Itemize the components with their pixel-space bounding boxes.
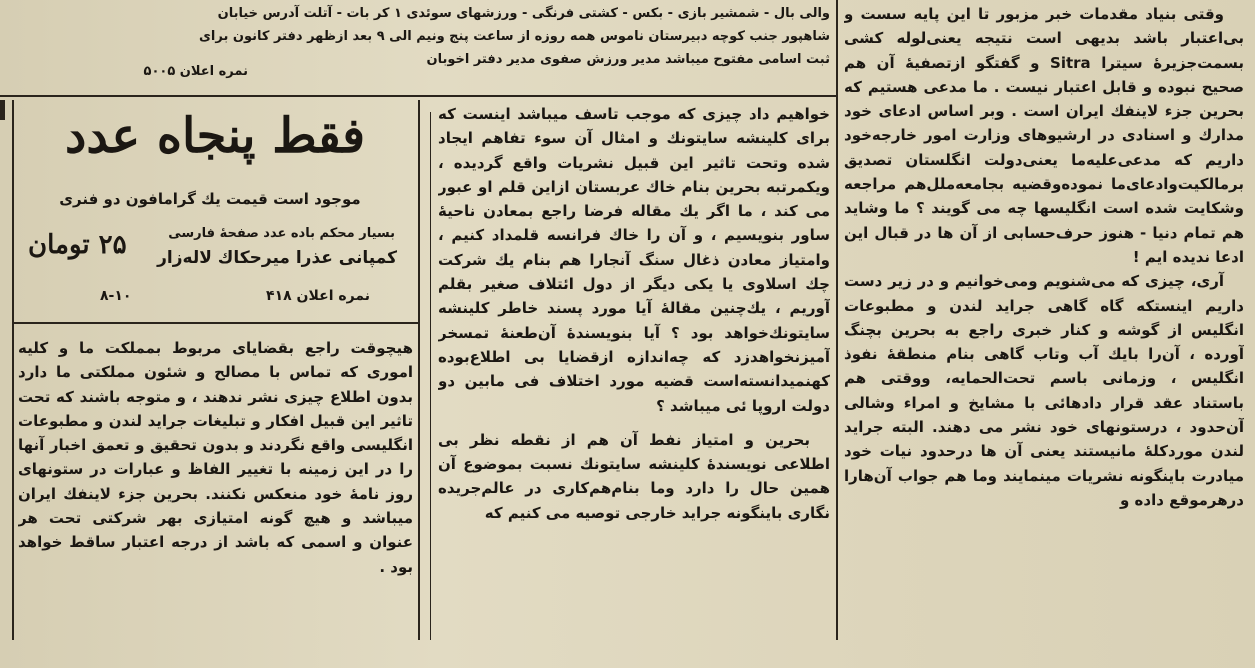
ad-line-2: بسیار محکم باده عدد صفحهٔ فارسی [168,226,395,241]
ad-box-bottom-rule [12,322,419,324]
right-column-text [844,2,1244,638]
ad-company: کمپانی عذرا میرحکاك لاله‌زار [157,248,397,268]
top-notice-bottom-rule [0,95,836,97]
left-column-text: هیچوقت راجع بقضایای مربوط بمملکت ما و کلیه اموری که تماس با مصالح و شئون مملکتی ما دارد بدون اطلاع چیزی نشر ندهند ، و متوجه باشند که تحت تاثیر این قبیل افکار و تبلیغات جراید لندن و مطبوعات انگلیسی واقع نگردند و بدون تحقیق و تعمق اخبار آنها را در این زمینه با تغییر الفاظ و عبارات در ستونهای روز نامهٔ خود منعکس نکنند. بحرین جزء لاینفك ایران میباشد و هیچ گونه امتیازی بهر شرکتی تحت هر عنوان و اسمی که باشد از درجه اعتبار ساقط خواهد بود . [18,339,413,576]
middle-column-divider [430,112,431,640]
top-notice-line-1: والی بال - شمشیر بازی - بکس - کشتی فرنگی - ورزشهای سوئدی ۱ کر بات - آتلت آدرس خیابان [217,6,830,21]
ad-title: فقط پنجاه عدد [64,108,366,164]
left-margin-mark [0,100,5,120]
top-notice-line-2: شاهپور جنب کوچه دبیرستان ناموس همه روزه از ساعت پنج ونیم الی ۹ بعد ازظهر دفتر کانون برای [199,29,830,44]
ad-number: نمره اعلان ۴۱۸ [266,288,370,304]
top-notice-line-3: ثبت اسامی مفتوح میباشد مدیر ورزش صفوی مدیر دفتر اخوبان [426,52,830,67]
top-notice-ad-number: نمره اعلان ۵۰۰۵ [143,64,248,79]
right-column-paragraph-2: آری، چیزی که می‌شنویم ومی‌خوانیم و در زیر دست داریم اینستکه گاه گاهی جراید لندن و مطبوعات انگلیس از گوشه و کنار خبری راجع به بحرین بچنگ آورده ، آن‌را بایك آب وتاب گاهی بنام منطقهٔ نفوذ انگلیس ، وزمانی باسم تحت‌الحمایه، ووقتی هم باستناد عقد قرار دادهائی با مشایخ و امراء وشالی آن‌حدود ، درستونهای خود نشر می دهند. البته جراید لندن موردکلهٔ مانیستند یعنی آن ها درحدود نیات خود میادرت باینگونه نشریات مینمایند وما هم جواب آن‌هارا درهرموقع داده و [844,272,1244,509]
right-column-paragraph-1: وقتی بنیاد مقدمات خبر مزبور تا این پایه سست و بی‌اعتبار باشد بدیهی است نتیجه یعنی‌لوله کشی بسمت‌جزیرهٔ سیترا Sitra و گفتگو ازتصفیهٔ آن هم صحیح نبوده و قابل اعتبار نیست . ما مدعی هستیم که بحرین جزء لاینفك ایران است . وبر اساس ادعای خود مدارك و اسنادی در ارشیوهای وزارت امور خارجه‌خود داریم که مدعی‌علیه‌ما یعنی‌دولت انگلستان تصدیق برمالکیت‌وادعای‌ما نموده‌وقضیه بجامعه‌ملل‌هم مراجعه وشکایت شده است انگلیسها چه می گویند ؟ ما وشاید هم تمام دنیا - هنوز حرف‌حسابی از آن ها در قبال این ادعا ندیده ایم ! [844,5,1244,266]
ad-line-1: موجود است قیمت یك گرامافون دو فنری [59,190,361,208]
ad-box-right-rule [418,100,420,640]
right-column-divider [836,0,838,640]
middle-column-paragraph-2: بحرین و امتیاز نفط آن هم از نقطه نظر بی اطلاعی نویسندهٔ کلینشه سایتونك نسبت بموضوع آن همین حال را دارد وما بنام‌هم‌کاری در عالم‌جریده نگاری باینگونه جراید خارجی توصیه می کنیم که [438,430,830,522]
ad-price: ۲۵ تومان [28,230,127,260]
middle-column-text [438,102,830,638]
ad-box-left-rule [12,100,14,640]
middle-column-paragraph-1: خواهیم داد چیزی که موجب تاسف میباشد اینست که برای کلینشه سایتونك و امثال آن سوء تفاهم ایجاد شده وتحت تاثیر این قبیل نشریات واقع گردیده ، ویکمرتبه بحرین بنام خاك عربستان ازاین قلم او عبور می کند ، ما اگر یك مقاله فرضا راجع بمعادن ناحیهٔ ساور بنویسیم ، و آن را خاك فرانسه قلمداد کنیم ، وامتیاز معادن ذغال سنگ آنجارا هم بنام یك شرکت چك اسلاوی یا یکی دیگر از دول ائتلاف صغیر بقلم آوریم ، یك‌چنین مقالهٔ آیا مورد پسند خاطر کلینشه سایتونك‌خواهد بود ؟ آیا بنویسندهٔ آن‌طعنهٔ تمسخر آمیزنخواهدزد که چه‌اندازه ازقضایا بی اطلاع‌بوده کهنمیدانسته‌است قضیه مورد اختلاف فی مابین دو دولت اروپا ئی میباشد ؟ [438,105,830,415]
ad-code: ۸-۱۰ [100,288,132,304]
